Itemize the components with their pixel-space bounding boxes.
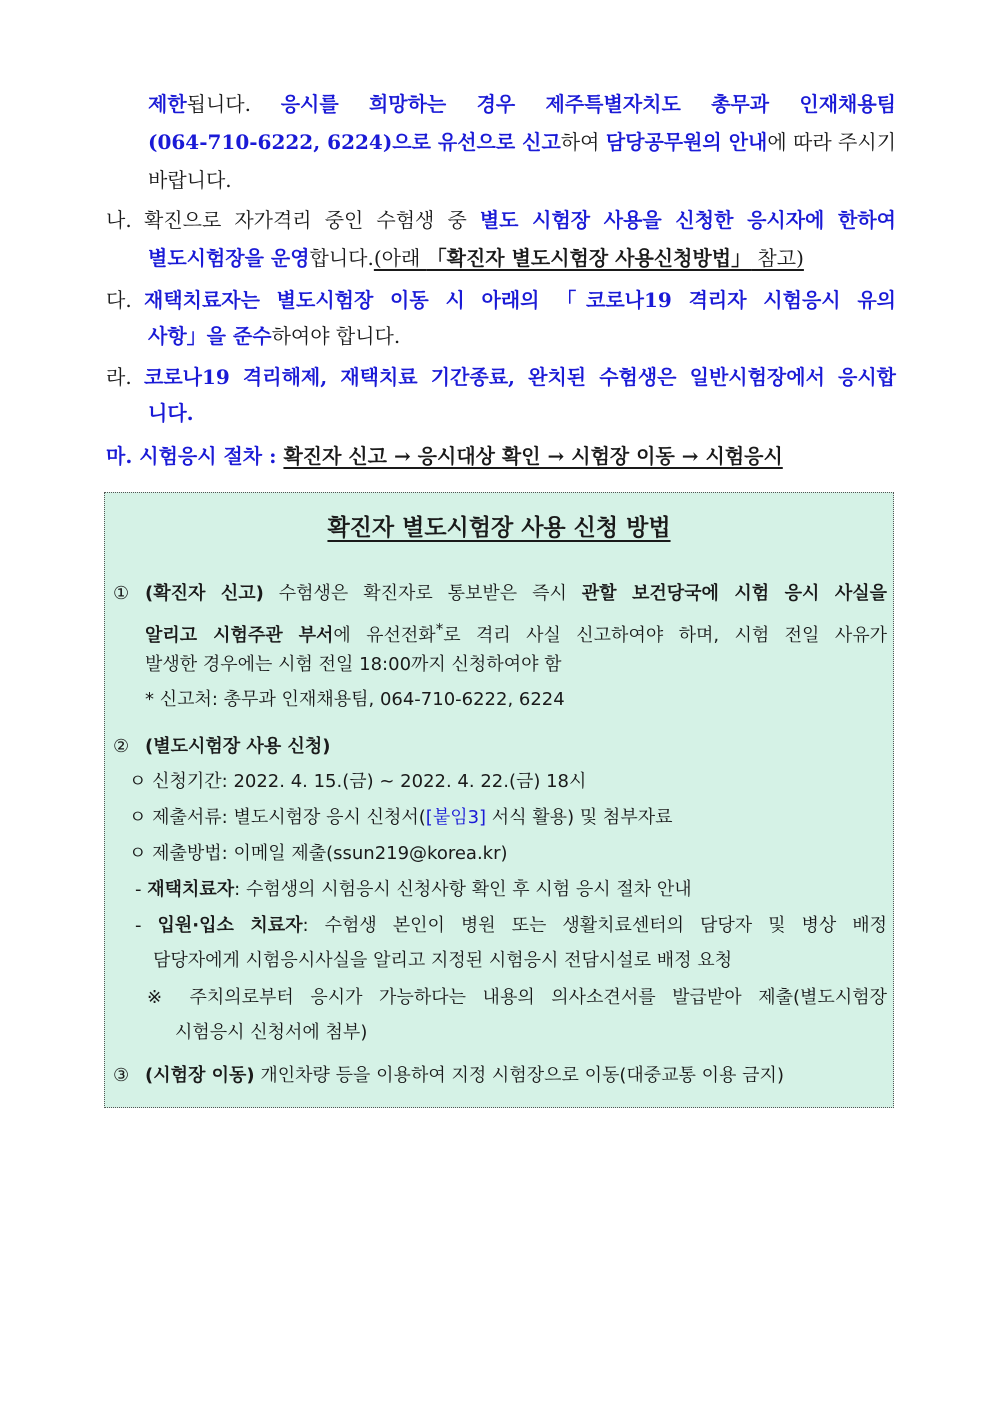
text-span: 로 격리 사실 신고하여야 하며, 시험 전일 사유가 — [443, 625, 887, 646]
paragraph-line — [144, 285, 896, 315]
step-marker — [113, 1061, 129, 1091]
text-span: 입원·입소 치료자 — [157, 915, 303, 936]
procedure-steps: 확진자 신고 → 응시대상 확인 → 시험장 이동 → 시험응시 — [283, 444, 783, 468]
text-span: ㅇ 신청기간: 2022. 4. 15.(금) ~ 2022. 4. 22.(금) 18시 — [129, 771, 587, 792]
text-span: (아래 — [373, 246, 427, 270]
step-marker — [113, 732, 129, 762]
paragraph-line — [148, 127, 896, 157]
marker-text: ③ — [113, 1065, 130, 1086]
procedure-label: 마. 시험응시 절차 : — [106, 444, 284, 468]
footnote-line — [145, 685, 565, 715]
box-line — [129, 803, 672, 833]
box-line — [145, 732, 330, 762]
list-marker — [106, 205, 132, 235]
text-span: 재택치료자 — [147, 879, 235, 900]
text-span: 바랍니다. — [148, 168, 232, 192]
box-line — [145, 1061, 784, 1091]
text-span: (064-710-6222, 6224)으로 유선으로 신고 — [148, 130, 561, 154]
box-line — [129, 839, 508, 869]
text-span: ㅇ 제출서류: 별도시험장 응시 신청서( — [129, 807, 426, 828]
marker-text: 다. — [106, 288, 132, 312]
text-span: 개인차량 등을 이용하여 지정 시험장으로 이동(대중교통 이용 금지) — [254, 1065, 784, 1086]
procedure-line — [106, 441, 783, 471]
text-span: 사항」을 준수 — [148, 324, 272, 348]
paragraph-line — [144, 362, 896, 392]
text-span: ㅇ 제출방법: 이메일 제출(ssun219@korea.kr) — [129, 843, 508, 864]
text-span: ※ 주치의로부터 응시가 가능하다는 내용의 의사소견서를 발급받아 제출(별도시험장 — [147, 987, 887, 1008]
attachment-link: [붙임3] — [425, 807, 487, 828]
text-span: 에 따라 주시기 — [767, 130, 897, 154]
text-span: 관할 보건당국에 시험 응시 사실을 — [581, 583, 887, 604]
step-heading: (시험장 이동) — [145, 1065, 255, 1086]
text-span: 제한 — [148, 92, 187, 116]
box-line — [145, 650, 562, 680]
paragraph-line — [148, 398, 194, 428]
text-span: 확진으로 자가격리 중인 수험생 중 — [144, 208, 480, 232]
step-heading: (별도시험장 사용 신청) — [145, 736, 331, 757]
text-span: : 수험생 본인이 병원 또는 생활치료센터의 담당자 및 병상 배정 — [302, 915, 888, 936]
paragraph-line — [148, 321, 400, 351]
text-span: 서식 활용) 및 첨부자료 — [486, 807, 673, 828]
step-marker — [113, 579, 129, 609]
text-span: 별도 시험장 사용을 신청한 응시자에 한하여 — [479, 208, 896, 232]
box-line — [135, 911, 887, 941]
text-span: - — [135, 879, 148, 900]
marker-text: ② — [113, 736, 130, 757]
text-span: 수험생은 확진자로 통보받은 즉시 — [263, 583, 582, 604]
reference-note — [374, 246, 804, 270]
text-span: * 신고처: 총무과 인재채용팀, 064-710-6222, 6224 — [145, 689, 565, 710]
text-span: 시험응시 신청서에 첨부) — [175, 1022, 368, 1043]
box-line — [129, 767, 586, 797]
box-line — [147, 983, 887, 1013]
text-span: 하여 — [560, 130, 606, 154]
box-title: 확진자 별도시험장 사용 신청 방법 — [327, 515, 671, 541]
text-span: 니다. — [148, 401, 194, 425]
text-span: 참고) — [751, 246, 804, 270]
text-span: 별도시험장을 운영 — [148, 246, 310, 270]
box-line — [145, 614, 887, 651]
text-span: 담당자에게 시험응시사실을 알리고 지정된 시험응시 전담시설로 배정 요청 — [153, 950, 733, 971]
paragraph-line — [148, 243, 804, 273]
text-span: : 수험생의 시험응시 신청사항 확인 후 시험 응시 절차 안내 — [234, 879, 692, 900]
application-method-box — [104, 492, 894, 1108]
text-span: 「확진자 별도시험장 사용신청방법」 — [426, 246, 752, 270]
text-span: 됩니다. — [186, 92, 281, 116]
paragraph-line — [148, 165, 232, 195]
box-line — [153, 946, 732, 976]
text-span: 재택치료자는 별도시험장 이동 시 아래의 「코로나19 격리자 시험응시 유의 — [144, 288, 896, 312]
text-span: 응시를 희망하는 경우 제주특별자치도 총무과 인재채용팀 — [280, 92, 896, 116]
marker-text: 나. — [106, 208, 132, 232]
footnote-mark: * — [435, 620, 444, 638]
text-span: 발생한 경우에는 시험 전일 18:00까지 신청하여야 함 — [145, 654, 562, 675]
text-span: 하여야 합니다. — [271, 324, 401, 348]
paragraph-line — [144, 205, 896, 235]
text-span: 알리고 시험주관 부서 — [145, 625, 334, 646]
step-heading: (확진자 신고) — [145, 583, 264, 604]
box-line — [135, 875, 692, 905]
paragraph-line — [148, 89, 896, 119]
list-marker — [106, 285, 132, 315]
list-marker — [106, 362, 132, 392]
text-span: 담당공무원의 안내 — [605, 130, 768, 154]
box-line — [145, 579, 887, 609]
text-span: 코로나19 격리해제, 재택치료 기간종료, 완치된 수험생은 일반시험장에서 응시합 — [144, 365, 896, 389]
marker-text: 라. — [106, 365, 132, 389]
text-span: 에 유선전화 — [333, 625, 436, 646]
text-span: - — [135, 915, 158, 936]
text-span: 합니다. — [309, 246, 374, 270]
box-line — [175, 1018, 367, 1048]
marker-text: ① — [113, 583, 130, 604]
